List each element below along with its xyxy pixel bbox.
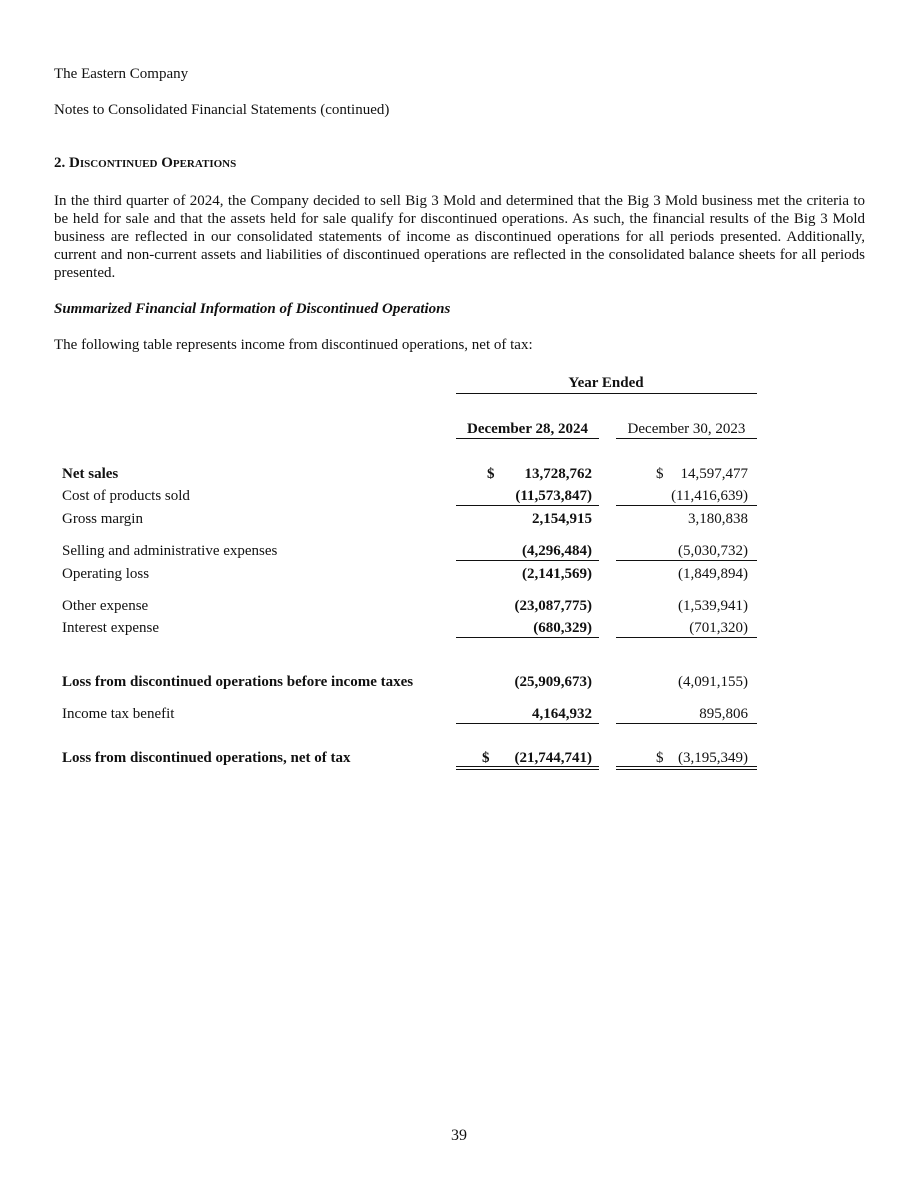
- total-double-line: [456, 769, 599, 770]
- currency-symbol: $: [482, 750, 490, 766]
- row-value-2024: 13,728,762: [524, 466, 592, 482]
- row-value-2024: (11,573,847): [515, 488, 592, 504]
- row-value-2023: (701,320): [689, 620, 748, 636]
- table-subheading: Summarized Financial Information of Discontinued Operations: [54, 301, 451, 317]
- row-value-2023: (1,539,941): [678, 598, 748, 614]
- row-label: Interest expense: [62, 620, 160, 636]
- section-paragraph: In the third quarter of 2024, the Company decided to sell Big 3 Mold and determined that the Big 3 Mold business met the criteria to be held for sale and that the assets held for sale qualify for discontinued operations. As such, the financial results of the Big 3 Mold business are reflected in our consolidated statements of income as discontinued operations for all periods presented. Additionally, current and non-current assets and liabilities of discontinued operations are reflected in the consolidated balance sheets for all periods presented.: [54, 193, 865, 281]
- col2-header-underline: [616, 438, 757, 439]
- document-subtitle: Notes to Consolidated Financial Statements (continued): [54, 102, 390, 118]
- subtotal-line: [616, 505, 757, 506]
- row-label: Operating loss: [62, 566, 150, 582]
- row-label: Gross margin: [62, 511, 143, 527]
- currency-symbol: $: [487, 466, 495, 482]
- section-heading: [54, 155, 236, 172]
- subtotal-line: [616, 723, 757, 724]
- row-value-2023: (11,416,639): [671, 488, 748, 504]
- section-title: Discontinued Operations: [69, 155, 237, 171]
- col1-header: December 28, 2024: [467, 421, 588, 437]
- subtotal-line: [616, 637, 757, 638]
- row-value-2024: (25,909,673): [514, 674, 592, 690]
- row-label: Selling and administrative expenses: [62, 543, 278, 559]
- subtotal-line: [616, 560, 757, 561]
- row-value-2023: (5,030,732): [678, 543, 748, 559]
- currency-symbol: $: [656, 466, 664, 482]
- row-label: Income tax benefit: [62, 706, 175, 722]
- row-value-2024: (2,141,569): [522, 566, 592, 582]
- section-number: 2.: [54, 155, 66, 171]
- company-name: The Eastern Company: [54, 66, 189, 82]
- page-number: 39: [451, 1127, 467, 1144]
- row-value-2024: (680,329): [533, 620, 592, 636]
- row-label: Net sales: [62, 466, 119, 482]
- period-header: Year Ended: [568, 375, 644, 391]
- total-double-line: [616, 769, 757, 770]
- row-value-2023: (1,849,894): [678, 566, 748, 582]
- row-label: Loss from discontinued operations, net of tax: [62, 750, 351, 766]
- subtotal-line: [456, 560, 599, 561]
- row-value-2023: 3,180,838: [688, 511, 748, 527]
- row-value-2023: (3,195,349): [678, 750, 748, 766]
- row-value-2024: (4,296,484): [522, 543, 592, 559]
- col2-header: December 30, 2023: [627, 421, 746, 437]
- table-intro: The following table represents income from discontinued operations, net of tax:: [54, 337, 533, 353]
- subtotal-line: [456, 505, 599, 506]
- row-value-2023: (4,091,155): [678, 674, 748, 690]
- subtotal-line: [456, 637, 599, 638]
- period-header-underline: [456, 393, 757, 394]
- row-label: Cost of products sold: [62, 488, 190, 504]
- total-double-line: [616, 766, 757, 767]
- row-value-2024: 4,164,932: [532, 706, 592, 722]
- subtotal-line: [456, 723, 599, 724]
- row-value-2023: 895,806: [699, 706, 748, 722]
- row-value-2024: (21,744,741): [514, 750, 592, 766]
- row-label: Other expense: [62, 598, 149, 614]
- row-value-2024: 2,154,915: [532, 511, 592, 527]
- col1-header-underline: [456, 438, 599, 439]
- total-double-line: [456, 766, 599, 767]
- currency-symbol: $: [656, 750, 664, 766]
- row-value-2023: 14,597,477: [680, 466, 748, 482]
- row-value-2024: (23,087,775): [514, 598, 592, 614]
- row-label: Loss from discontinued operations before income taxes: [62, 674, 414, 690]
